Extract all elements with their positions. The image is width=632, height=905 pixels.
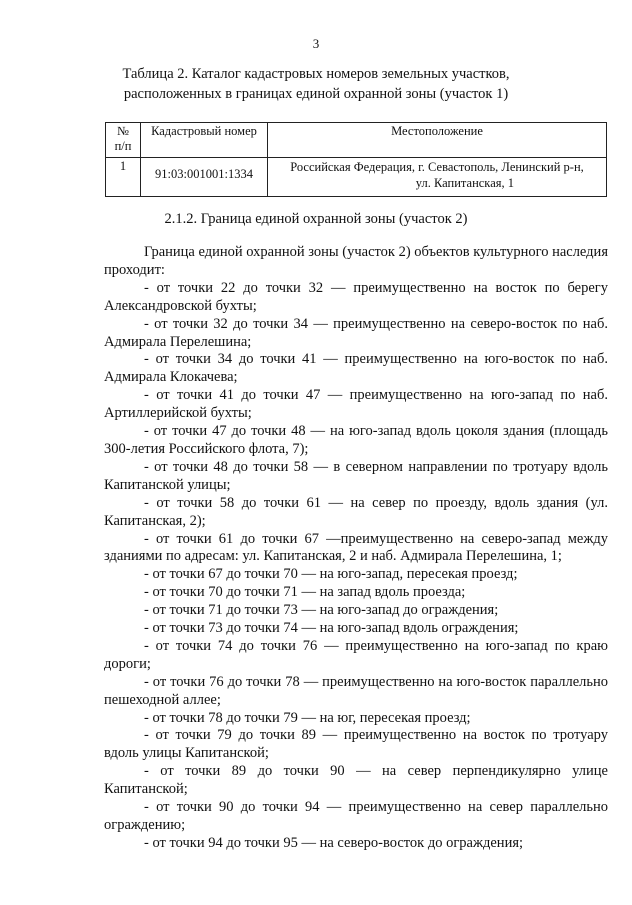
table-caption-line: Таблица 2. Каталог кадастровых номеров земельных участков, bbox=[122, 66, 510, 82]
cadastral-number: 91:03:001001:1334 bbox=[155, 167, 253, 181]
paragraph: - от точки 94 до точки 95 — на северо-восток до ограждения; bbox=[144, 834, 524, 851]
cadastral-table bbox=[105, 122, 607, 197]
paragraph: - от точки 22 до точки 32 — преимущественно на восток по берегу Александровской бухты; bbox=[104, 279, 608, 314]
paragraph: - от точки 58 до точки 61 — на север по проезду, вдоль здания (ул. Капитанская, 2); bbox=[104, 494, 608, 529]
header-cell-cadastral: Кадастровый номер bbox=[141, 123, 268, 158]
paragraph: - от точки 47 до точки 48 — на юго-запад вдоль цоколя здания (площадь 300-летия Российского флота, 7); bbox=[104, 423, 608, 457]
paragraph: - от точки 89 до точки 90 — на север перпендикулярно улице Капитанской; bbox=[104, 763, 608, 798]
cell-cadastral bbox=[141, 158, 268, 197]
body-text bbox=[104, 244, 608, 853]
header-number-line: № bbox=[117, 124, 129, 138]
paragraph: - от точки 32 до точки 34 — преимущественно на северо-восток по наб. Адмирала Перелешина; bbox=[104, 315, 608, 350]
paragraph: Граница единой охранной зоны (участок 2) объектов культурного наследия проходит: bbox=[104, 244, 608, 278]
cell-number: 1 bbox=[106, 158, 141, 197]
paragraph: - от точки 73 до точки 74 — на юго-запад вдоль ограждения; bbox=[144, 620, 519, 637]
table-caption bbox=[0, 64, 632, 104]
paragraph: - от точки 41 до точки 47 — преимущественно на юго-запад по наб. Артиллерийской бухты; bbox=[104, 387, 608, 422]
table-header-row bbox=[106, 123, 607, 158]
paragraph: - от точки 71 до точки 73 — на юго-запад до ограждения; bbox=[144, 602, 499, 619]
paragraph: - от точки 48 до точки 58 — в северном направлении по тротуару вдоль Капитанской улицы; bbox=[104, 458, 608, 493]
paragraph: - от точки 76 до точки 78 — преимущественно на юго-восток параллельно пешеходной аллее; bbox=[104, 673, 608, 708]
cell-location bbox=[268, 158, 607, 197]
paragraph: - от точки 74 до точки 76 — преимущественно на юго-запад по краю дороги; bbox=[104, 637, 608, 672]
paragraph: - от точки 34 до точки 41 — преимущественно на юго-восток по наб. Адмирала Клокачева; bbox=[104, 351, 608, 386]
paragraph: - от точки 67 до точки 70 — на юго-запад, пересекая проезд; bbox=[144, 566, 518, 583]
location-line: ул. Капитанская, 1 bbox=[415, 176, 514, 190]
paragraph: - от точки 78 до точки 79 — на юг, пересекая проезд; bbox=[144, 709, 471, 726]
table-row bbox=[106, 158, 607, 197]
header-cell-location: Местоположение bbox=[268, 123, 607, 158]
table-caption-line: расположенных в границах единой охранной зоны (участок 1) bbox=[123, 86, 509, 102]
page-number: 3 bbox=[312, 36, 320, 51]
paragraph: - от точки 61 до точки 67 —преимущественно на северо-запад между зданиями по адресам: ул. Капитанская, 2 и наб. Адмирала Перелешина, 1; bbox=[104, 530, 608, 565]
header-number-line: п/п bbox=[114, 139, 132, 153]
paragraph: - от точки 70 до точки 71 — на запад вдоль проезда; bbox=[144, 584, 466, 601]
location-line: Российская Федерация, г. Севастополь, Ленинский р-н, bbox=[290, 160, 584, 174]
paragraph: - от точки 90 до точки 94 — преимущественно на север параллельно ограждению; bbox=[104, 799, 608, 833]
section-heading: 2.1.2. Граница единой охранной зоны (участок 2) bbox=[164, 211, 468, 227]
paragraph: - от точки 79 до точки 89 — преимущественно на восток по тротуару вдоль улицы Капитанской; bbox=[104, 727, 608, 762]
header-cell-number bbox=[106, 123, 141, 158]
